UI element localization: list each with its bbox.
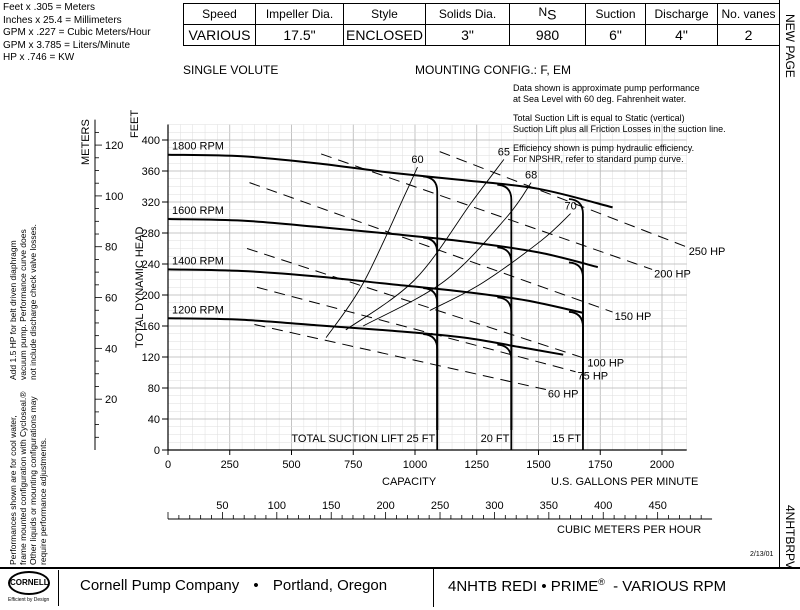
conversion-line: Inches x 25.4 = Millimeters — [3, 14, 122, 26]
bottom-note-line: Other liquids or mounting configurations may — [28, 396, 38, 565]
spec-header: No. vanes — [718, 4, 780, 25]
rpm-label: 1800 RPM — [172, 140, 224, 153]
meters-tick-label: 120 — [105, 140, 124, 153]
m3h-tick-label: 250 — [430, 500, 450, 512]
company-bullet: • — [253, 577, 259, 594]
conversion-line: GPM x 3.785 = Liters/Minute — [3, 39, 131, 51]
rpm-head-curve — [168, 269, 583, 312]
suction-lift-knee — [569, 262, 583, 430]
model-prefix: 4NHTB REDI • PRIME — [448, 578, 599, 595]
y-tick-label: 200 — [141, 290, 160, 302]
x-axis-label: CAPACITY — [382, 476, 437, 488]
m3h-tick-label: 150 — [322, 500, 341, 512]
suction-lift-knee — [423, 288, 437, 430]
x-tick-label: 500 — [282, 459, 301, 471]
hp-line — [247, 249, 585, 359]
hp-label: 200 HP — [654, 268, 691, 281]
suction-lift-knee — [423, 176, 437, 430]
y-tick-label: 280 — [141, 228, 160, 240]
left-note-line: vacuum pump. Performance curve does — [18, 229, 28, 380]
hp-label: 60 HP — [547, 388, 579, 401]
logo-tagline: Efficient by Design — [8, 597, 50, 603]
efficiency-label: 60 — [411, 154, 424, 167]
x-axis-units: U.S. GALLONS PER MINUTE — [551, 476, 699, 488]
model-registered: ® — [598, 577, 605, 587]
conversion-line: Feet x .305 = Meters — [3, 2, 95, 13]
spec-header: Speed — [184, 4, 256, 25]
m3h-tick-label: 300 — [485, 500, 504, 512]
suction-lift-label: 20 FT — [480, 433, 510, 445]
y-tick-label: 80 — [147, 383, 160, 395]
chart-note: Data shown is approximate pump performance — [513, 83, 700, 93]
company-location: Portland, Oregon — [272, 577, 388, 594]
spec-value: 6" — [586, 25, 646, 46]
meters-axis-label: METERS — [80, 119, 92, 165]
y-tick-label: 160 — [141, 321, 160, 333]
m3h-tick-label: 350 — [539, 500, 559, 512]
chart-note: Efficiency shown is pump hydraulic efficiency. — [513, 143, 695, 153]
bottom-note-line: require performance adjustments. — [38, 437, 48, 565]
suction-lift-label: 15 FT — [552, 433, 581, 445]
hp-label: 100 HP — [587, 357, 625, 370]
y-tick-label: 320 — [141, 197, 160, 209]
m3h-tick-label: 200 — [376, 500, 395, 512]
model-suffix: - VARIOUS RPM — [613, 578, 727, 595]
meters-tick-label: 60 — [105, 292, 118, 305]
suction-lift-knee — [497, 345, 511, 430]
hp-label: 150 HP — [614, 311, 652, 324]
chart-notes — [513, 83, 726, 164]
m3h-tick-label: 400 — [594, 500, 613, 512]
spec-header: Solids Dia. — [426, 4, 510, 25]
x-tick-label: 750 — [344, 459, 363, 471]
suction-lift-label: TOTAL SUCTION LIFT 25 FT — [291, 433, 436, 445]
y-tick-label: 0 — [153, 445, 160, 457]
y-axis-label: TOTAL DYNAMIC HEAD — [134, 226, 146, 348]
spec-header: Impeller Dia. — [256, 4, 344, 25]
m3h-tick-label: 450 — [648, 500, 667, 512]
spec-header-s: S — [547, 6, 557, 23]
bottom-note-line: frame mounted configuration with Cycloseal.® — [18, 391, 28, 565]
spec-value: 4" — [646, 25, 718, 46]
spec-header: Discharge — [646, 4, 718, 25]
hp-label: 75 HP — [577, 370, 609, 383]
hp-label: 250 HP — [688, 245, 726, 258]
rpm-label: 1200 RPM — [172, 304, 224, 317]
left-note-line: Add 1.5 HP for belt driven diaphragm — [8, 240, 18, 380]
company-line — [80, 577, 387, 594]
suction-lift-knee — [497, 185, 511, 430]
m3h-tick-label: 100 — [267, 500, 286, 512]
conversion-line: GPM x .227 = Cubic Meters/Hour — [3, 27, 151, 38]
spec-value: 2 — [718, 25, 780, 46]
chart-note: For NPSHR, refer to standard pump curve. — [513, 154, 684, 164]
bottom-note-line: Performances shown are for cool water, — [8, 415, 18, 565]
spec-value: ENCLOSED — [344, 25, 426, 46]
x-tick-label: 1250 — [464, 459, 489, 471]
suction-lift-knee — [423, 334, 437, 430]
m3h-tick-label: 50 — [216, 500, 229, 512]
left-note-line: not include discharge check valve losses. — [28, 224, 38, 380]
x-tick-label: 1000 — [402, 459, 428, 471]
y-tick-label: 40 — [147, 414, 160, 426]
model-code-label: 4NHTBRPV — [783, 505, 797, 570]
meters-tick-label: 100 — [105, 190, 124, 203]
spec-value: VARIOUS — [184, 25, 256, 46]
y-tick-label: 240 — [141, 259, 160, 271]
spec-header-n: N — [538, 5, 548, 20]
meters-tick-label: 40 — [105, 343, 118, 356]
logo-emblem: CORNELL — [8, 571, 50, 595]
model-title — [448, 577, 726, 595]
x-tick-label: 2000 — [649, 459, 675, 471]
y-tick-label: 400 — [141, 135, 160, 147]
x-tick-label: 1750 — [588, 459, 613, 471]
spec-value: 3" — [426, 25, 510, 46]
y-tick-label: 120 — [141, 352, 160, 364]
chart-header-left: SINGLE VOLUTE — [183, 63, 279, 77]
x-tick-label: 0 — [164, 459, 172, 471]
suction-lift-knee — [497, 297, 511, 430]
meters-tick-label: 80 — [105, 241, 118, 254]
revision-date: 2/13/01 — [750, 551, 774, 558]
y-tick-label: 360 — [141, 166, 160, 178]
x-tick-label: 250 — [220, 459, 239, 471]
efficiency-label: 65 — [497, 146, 511, 159]
x-tick-label: 1500 — [526, 459, 551, 471]
chart-note: at Sea Level with 60 deg. Fahrenheit water. — [513, 94, 687, 104]
spec-header: Suction — [586, 4, 646, 25]
chart-header-right: MOUNTING CONFIG.: F, EM — [415, 63, 571, 77]
efficiency-label: 70 — [564, 200, 577, 213]
y-axis-units: FEET — [129, 109, 141, 138]
conversion-line: HP x .746 = KW — [3, 52, 75, 63]
meters-tick-label: 20 — [105, 394, 118, 407]
chart-note: Total Suction Lift is equal to Static (vertical) — [513, 113, 685, 123]
efficiency-label: 68 — [524, 169, 538, 182]
efficiency-curve — [326, 167, 417, 338]
spec-header: Style — [344, 4, 426, 25]
m3h-axis-label: CUBIC METERS PER HOUR — [557, 524, 702, 536]
chart-note: Suction Lift plus all Friction Losses in the suction line. — [513, 124, 726, 134]
spec-value: 980 — [510, 25, 586, 46]
efficiency-curve — [363, 183, 531, 326]
spec-value: 17.5" — [256, 25, 344, 46]
new-page-label: NEW PAGE — [783, 14, 797, 78]
rpm-label: 1400 RPM — [172, 255, 224, 268]
cornell-logo — [2, 570, 59, 606]
rpm-label: 1600 RPM — [172, 205, 224, 218]
company-name: Cornell Pump Company — [80, 577, 240, 594]
